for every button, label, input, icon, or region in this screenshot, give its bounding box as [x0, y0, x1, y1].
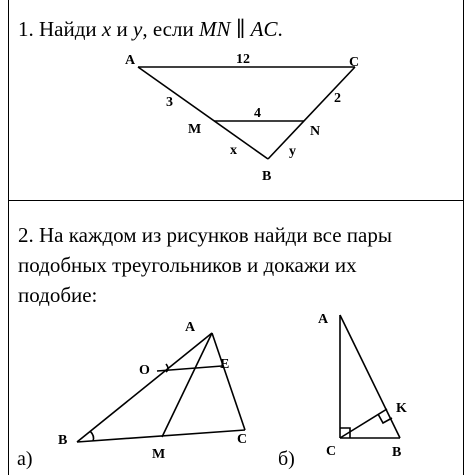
figure-b-label: б)	[278, 448, 295, 470]
right-angle-k	[378, 414, 392, 423]
fig1-point-m: M	[188, 122, 202, 137]
segment-ac-a	[212, 333, 245, 430]
figb-point-b: B	[392, 445, 402, 460]
task-1-middle: , если	[142, 17, 199, 41]
fig1-point-c: C	[349, 55, 360, 70]
figure-a-drawing	[77, 333, 245, 442]
figa-point-c: C	[237, 432, 248, 447]
fig1-point-n: N	[310, 124, 321, 139]
task-2-line-1: 2. На каждом из рисунков найди все пары	[18, 223, 392, 247]
task-1-prefix: 1. Найди	[18, 17, 102, 41]
task-1-and: и	[111, 17, 133, 41]
task-1-segment-mn: MN	[198, 17, 231, 41]
task-1-var-x: x	[101, 17, 112, 41]
task-1-suffix: .	[277, 17, 283, 41]
task-1-var-y: y	[132, 17, 143, 41]
figb-point-c: C	[326, 444, 337, 459]
task-2-line-3: подобие:	[18, 283, 98, 307]
segment-bc-a	[77, 430, 245, 442]
fig1-point-a: A	[125, 53, 136, 68]
task-1-segment-ac: AC	[250, 17, 278, 41]
angle-arc-o	[166, 364, 168, 372]
fig1-point-b: B	[262, 169, 272, 184]
task-2-line-2: подобных треугольников и докажи их	[18, 253, 357, 277]
figure-b-drawing	[340, 315, 400, 438]
figa-point-m: M	[152, 447, 166, 462]
task-1-parallel-sign: ∥	[230, 17, 251, 41]
fig1-label-am-length: 3	[166, 95, 173, 110]
segment-am	[162, 333, 212, 437]
segment-ab	[138, 67, 268, 159]
segment-ba	[77, 333, 212, 442]
segment-cb	[268, 67, 355, 159]
fig1-label-nc-length: 2	[334, 91, 341, 106]
figb-point-a: A	[318, 312, 329, 327]
angle-arc-b	[90, 431, 94, 441]
fig1-label-mn-length: 4	[254, 106, 261, 121]
figb-point-k: K	[396, 401, 407, 416]
figa-point-b: B	[58, 433, 68, 448]
fig1-label-mb-x: x	[230, 143, 237, 158]
figa-point-a: A	[185, 320, 196, 335]
fig1-label-nb-y: y	[289, 144, 296, 159]
fig1-label-ac-length: 12	[236, 52, 250, 67]
figa-point-o: O	[139, 363, 150, 378]
figure-a-label: а)	[17, 448, 33, 470]
segment-ck	[340, 409, 387, 438]
figa-point-e: E	[220, 357, 230, 372]
figure-1-triangle	[138, 67, 355, 159]
